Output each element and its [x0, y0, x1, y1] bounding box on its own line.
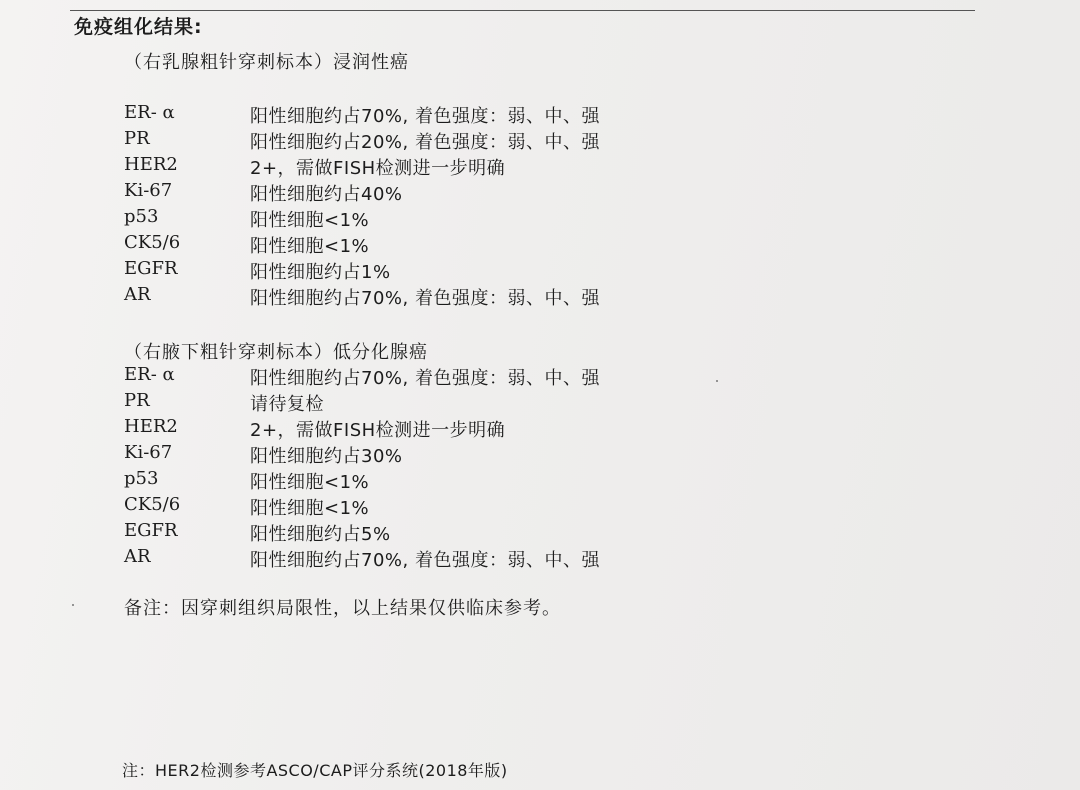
- marker-result: 阳性细胞<1%: [250, 236, 370, 257]
- section-heading-breast: （右乳腺粗针穿刺标本）浸润性癌: [124, 52, 409, 73]
- marker-name: p53: [124, 206, 159, 227]
- marker-result: 阳性细胞约占70%, 着色强度：弱、中、强: [250, 368, 600, 389]
- marker-result: 2+，需做FISH检测进一步明确: [250, 420, 506, 441]
- marker-name: HER2: [124, 416, 178, 437]
- marker-name: PR: [124, 128, 150, 149]
- footnote: 注：HER2检测参考ASCO/CAP评分系统(2018年版): [122, 761, 508, 780]
- marker-name: CK5/6: [124, 494, 181, 515]
- remark-note: 备注：因穿刺组织局限性，以上结果仅供临床参考。: [124, 598, 561, 619]
- marker-result: 请待复检: [250, 394, 324, 415]
- marker-name: Ki-67: [124, 180, 173, 201]
- result-row: [124, 206, 824, 232]
- marker-result: 阳性细胞<1%: [250, 472, 370, 493]
- result-row: [124, 102, 824, 128]
- result-row: [124, 128, 824, 154]
- marker-result: 阳性细胞约占40%: [250, 184, 403, 205]
- marker-result: 阳性细胞约占70%, 着色强度：弱、中、强: [250, 288, 600, 309]
- marker-result: 阳性细胞约占20%, 着色强度：弱、中、强: [250, 132, 600, 153]
- result-row: [124, 520, 824, 546]
- marker-name: HER2: [124, 154, 178, 175]
- result-row: [124, 494, 824, 520]
- section-heading-axilla: （右腋下粗针穿刺标本）低分化腺癌: [124, 342, 428, 363]
- marker-name: ER- α: [124, 102, 175, 123]
- marker-result: 阳性细胞<1%: [250, 210, 370, 231]
- page-title: 免疫组化结果:: [74, 16, 203, 38]
- marker-result: 阳性细胞约占30%: [250, 446, 403, 467]
- result-row: [124, 180, 824, 206]
- result-row: [124, 416, 824, 442]
- paper-speck: [716, 380, 718, 382]
- top-divider: [70, 10, 975, 11]
- marker-name: EGFR: [124, 520, 178, 541]
- result-row: [124, 546, 824, 572]
- marker-name: PR: [124, 390, 150, 411]
- result-row: [124, 442, 824, 468]
- marker-name: AR: [124, 284, 151, 305]
- marker-name: ER- α: [124, 364, 175, 385]
- result-row: [124, 284, 824, 310]
- marker-name: AR: [124, 546, 151, 567]
- result-row: [124, 154, 824, 180]
- result-row: [124, 258, 824, 284]
- marker-result: 阳性细胞约占5%: [250, 524, 391, 545]
- marker-name: EGFR: [124, 258, 178, 279]
- result-row: [124, 390, 824, 416]
- paper-speck: [72, 604, 74, 606]
- marker-result: 阳性细胞约占1%: [250, 262, 391, 283]
- marker-result: 阳性细胞<1%: [250, 498, 370, 519]
- marker-result: 2+，需做FISH检测进一步明确: [250, 158, 506, 179]
- result-row: [124, 364, 824, 390]
- marker-result: 阳性细胞约占70%, 着色强度：弱、中、强: [250, 106, 600, 127]
- result-row: [124, 232, 824, 258]
- result-row: [124, 468, 824, 494]
- marker-result: 阳性细胞约占70%, 着色强度：弱、中、强: [250, 550, 600, 571]
- marker-name: p53: [124, 468, 159, 489]
- marker-name: CK5/6: [124, 232, 181, 253]
- marker-name: Ki-67: [124, 442, 173, 463]
